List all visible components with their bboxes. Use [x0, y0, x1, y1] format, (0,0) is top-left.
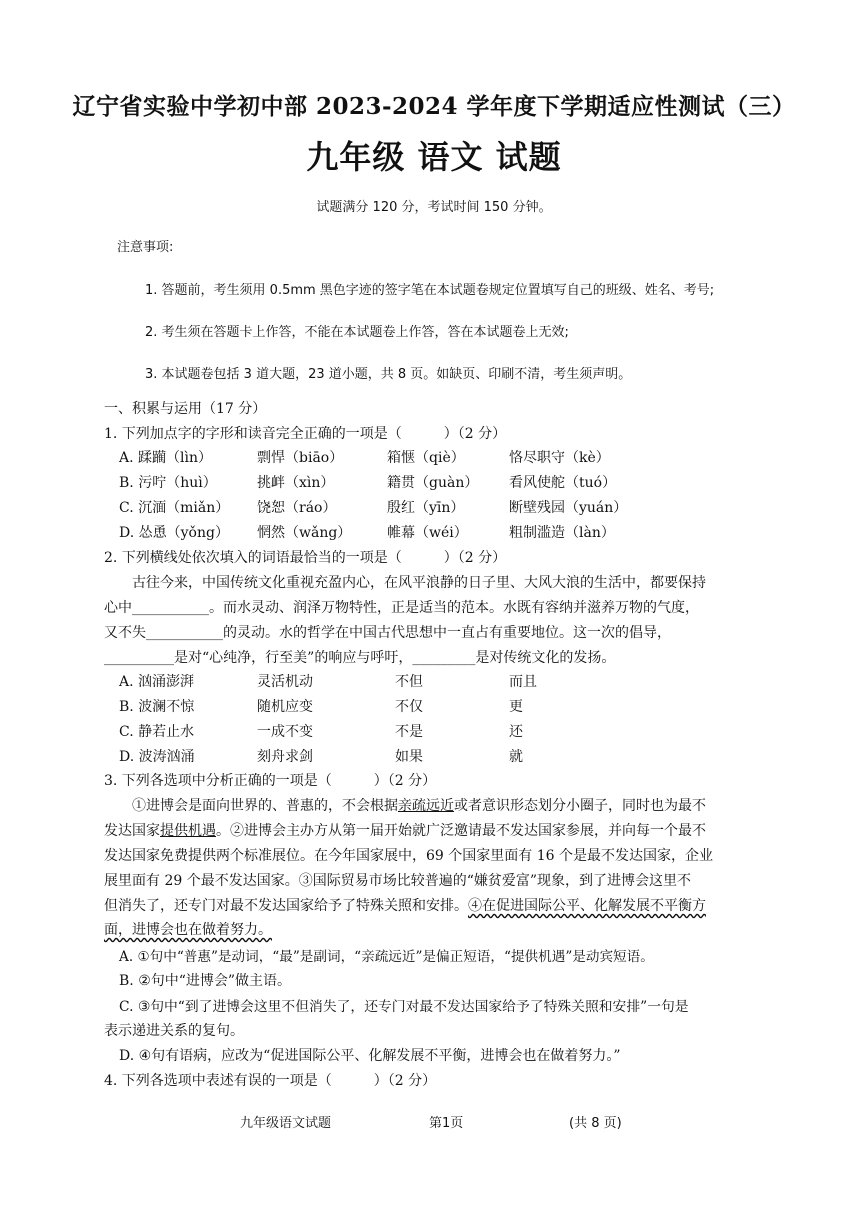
- q2-option-b-4: 更: [509, 699, 523, 715]
- q2-option-a-1: A. 汹涌澎湃: [119, 674, 195, 690]
- q3-passage-line: [104, 820, 706, 840]
- q1-option-d-1: D. 怂恿（yǒng）: [119, 525, 229, 541]
- exam-title: 九年级 语文 试题: [306, 138, 562, 176]
- notes-heading: 注意事项:: [117, 240, 174, 255]
- q2-option-d-4: 就: [509, 749, 523, 765]
- footer-page-number: 第1页: [429, 1116, 464, 1131]
- section-heading: 一、积累与运用（17 分）: [104, 401, 267, 417]
- q3-passage-line: 发达国家免费提供两个标准展位。在今年国家展中，69 个国家里面有 16 个是最不发达国家，企业: [104, 848, 713, 864]
- q3-passage-text: ①进博会是面向世界的、普惠的，不会根据: [132, 798, 398, 814]
- note-item-3: 3. 本试题卷包括 3 道大题，23 道小题，共 8 页。如缺页、印刷不清，考生须声明。: [145, 367, 632, 382]
- q3-stem: 3. 下列各选项中分析正确的一项是（ ）（2 分）: [104, 773, 437, 789]
- q1-option-c-1: C. 沉湎（miǎn）: [119, 500, 230, 516]
- q2-stem: 2. 下列横线处依次填入的词语最恰当的一项是（ ）（2 分）: [104, 550, 507, 566]
- q3-wavy-underlined-sentence: 面，进博会也在做着努力。: [104, 922, 272, 938]
- q1-option-d-4: 粗制滥造（làn）: [509, 525, 615, 541]
- q3-option-a: A. ①句中“普惠”是动词，“最”是副词，“亲疏远近”是偏正短语，“提供机遇”是动宾短语。: [119, 949, 654, 965]
- q2-passage-line: 又不失___________的灵动。水的哲学在中国古代思想中一直占有重要地位。这一次的倡导，: [104, 625, 671, 641]
- q1-stem: 1. 下列加点字的字形和读音完全正确的一项是（ ）（2 分）: [104, 426, 507, 442]
- q2-passage-line: 古往今来，中国传统文化重视充盈内心，在风平浪静的日子里、大风大浪的生活中，都要保持: [132, 575, 706, 591]
- q3-option-c-continued: 表示递进关系的复句。: [104, 1023, 244, 1039]
- note-item-1: 1. 答题前，考生须用 0.5mm 黑色字迹的签字笔在本试题卷规定位置填写自己的班级、姓名、考号;: [145, 283, 715, 298]
- q2-option-a-2: 灵活机动: [257, 674, 313, 690]
- q2-option-d-2: 刻舟求剑: [257, 749, 313, 765]
- q3-passage-line: [104, 895, 706, 915]
- q1-option-d-2: 惘然（wǎng）: [257, 525, 352, 541]
- q2-option-c-2: 一成不变: [257, 724, 313, 740]
- q2-option-d-1: D. 波涛汹涌: [119, 749, 195, 765]
- q3-option-b: B. ②句中“进博会”做主语。: [119, 973, 292, 989]
- q3-passage-text: 或者意识形态划分小圈子，同时也为最不: [454, 798, 706, 814]
- q2-option-b-2: 随机应变: [257, 699, 313, 715]
- q3-passage-text: 发达国家: [104, 823, 160, 839]
- q1-option-b-3: 籍贯（guàn）: [387, 475, 479, 491]
- q3-underlined-phrase: 提供机遇: [160, 823, 216, 839]
- footer-subject: 九年级语文试题: [240, 1116, 332, 1131]
- footer-total-pages: (共 8 页): [569, 1116, 622, 1131]
- q1-option-c-2: 饶恕（ráo）: [257, 500, 337, 516]
- q3-wavy-underlined-sentence: ④在促进国际公平、化解发展不平衡方: [468, 898, 706, 914]
- q3-passage-line: [132, 795, 706, 815]
- q2-option-a-4: 而且: [509, 674, 537, 690]
- q1-option-a-3: 箱惬（qiè）: [387, 450, 465, 466]
- q2-option-c-4: 还: [509, 724, 523, 740]
- q1-option-b-4: 看风使舵（tuó）: [509, 475, 617, 491]
- q3-option-d: D. ④句有语病，应改为“促进国际公平、化解发展不平衡，进博会也在做着努力。”: [119, 1048, 621, 1064]
- q2-option-a-3: 不但: [395, 674, 423, 690]
- q1-option-b-2: 挑衅（xìn）: [257, 475, 335, 491]
- q3-passage-text: 。②进博会主办方从第一届开始就广泛邀请最不发达国家参展，并向每一个最不: [216, 823, 706, 839]
- q1-option-d-3: 帷幕（wéi）: [387, 525, 468, 541]
- q2-option-b-1: B. 波澜不惊: [119, 699, 195, 715]
- q3-option-c: C. ③句中“到了进博会这里不但消失了，还专门对最不发达国家给予了特殊关照和安排”一句是: [119, 999, 689, 1015]
- q1-option-c-4: 断壁残园（yuán）: [509, 500, 628, 516]
- q1-option-a-1: A. 蹂躏（lìn）: [119, 450, 212, 466]
- school-title: 辽宁省实验中学初中部 2023-2024 学年度下学期适应性测试（三）: [72, 93, 796, 120]
- q3-passage-text: 但消失了，还专门对最不发达国家给予了特殊关照和安排。: [104, 898, 468, 914]
- note-item-2: 2. 考生须在答题卡上作答，不能在本试题卷上作答，答在本试题卷上无效;: [145, 325, 569, 340]
- q1-option-a-4: 恪尽职守（kè）: [509, 450, 610, 466]
- q2-passage-line: 心中___________。而水灵动、润泽万物特性，正是适当的范本。水既有容纳并滋养万物的气度，: [104, 600, 699, 616]
- q3-underlined-phrase: 亲疏远近: [398, 798, 454, 814]
- q2-option-c-3: 不是: [395, 724, 423, 740]
- q1-option-a-2: 剽悍（biāo）: [257, 450, 344, 466]
- exam-info: 试题满分 120 分，考试时间 150 分钟。: [316, 200, 552, 215]
- q4-stem: 4. 下列各选项中表述有误的一项是（ ）（2 分）: [104, 1073, 437, 1089]
- q2-option-d-3: 如果: [395, 749, 423, 765]
- q3-passage-line: [104, 919, 272, 939]
- q2-option-c-1: C. 静若止水: [119, 724, 195, 740]
- q2-passage-line: __________是对“心纯净，行至美”的响应与呼吁，_________是对传统文化的发扬。: [104, 650, 616, 666]
- q2-option-b-3: 不仅: [395, 699, 423, 715]
- q3-passage-line: 展里面有 29 个最不发达国家。③国际贸易市场比较普遍的“嫌贫爱富”现象，到了进博会这里不: [104, 873, 692, 889]
- q1-option-b-1: B. 污咛（huì）: [119, 475, 217, 491]
- q1-option-c-3: 殷红（yīn）: [387, 500, 465, 516]
